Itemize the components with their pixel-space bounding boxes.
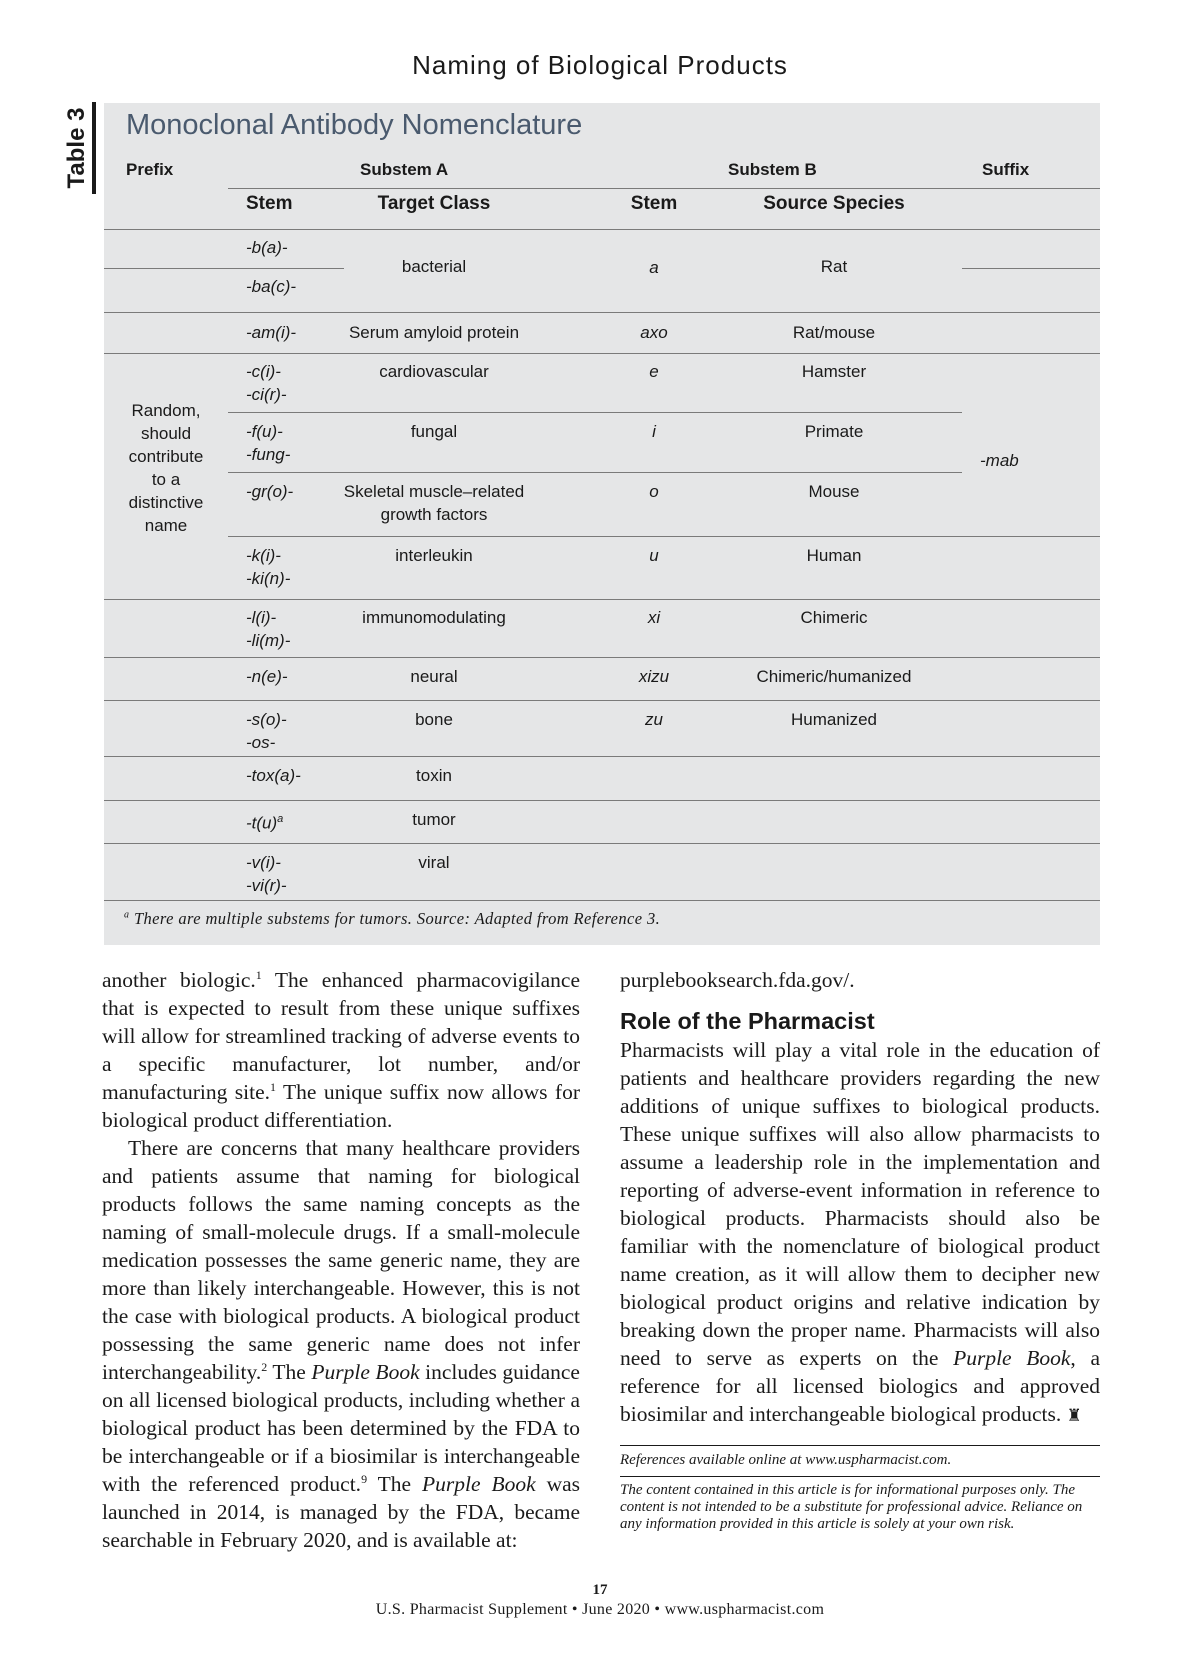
- paragraph: Pharmacists will play a vital role in the education of patients and healthcare providers regarding the new additions of unique suffixes to biological products. These unique suffixes will also allow pharmacists to assume a leadership role in the implementation and reporting of adverse-event information in reference to biological products. Pharmacists should also be familiar with the nomenclature of biological product name creation, as it will allow them to decipher new biological product origins and relative indication by breaking down the proper name. Pharmacists will also need to serve as experts on the Purple Book, a reference for all licensed biologics and approved biosimilar and interchangeable biological products. ♜: [620, 1038, 1100, 1426]
- nomenclature-table: [104, 103, 1100, 945]
- source-species-cell: Rat/mouse: [792, 323, 876, 342]
- substem-a-header: Substem A: [360, 160, 449, 179]
- source-species-cell: Primate: [804, 422, 864, 441]
- substem-b-header: Substem B: [728, 160, 817, 179]
- target-class-cell: neural: [410, 667, 458, 686]
- stem-a-cell: -ci(r)-: [246, 385, 287, 404]
- stem-a-cell: -vi(r)-: [246, 876, 287, 895]
- target-class-cell: fungal: [410, 422, 458, 441]
- stem-a-cell: -k(i)-: [246, 546, 281, 565]
- stem-a-cell: -li(m)-: [246, 631, 291, 650]
- stem-a-cell: -v(i)-: [246, 853, 281, 872]
- stem-a-cell: -gr(o)-: [246, 482, 294, 501]
- target-class-cell: immunomodulating: [362, 608, 506, 627]
- paragraph: another biologic.$^1$ The enhanced pharmacovigilance that is expected to result from these unique suffixes will allow for streamlined tracking of adverse events to a specific manufacturer, lot number, and/or manufacturing site.$^1$ The unique suffix now allows for biological product differentiation.: [102, 967, 580, 1132]
- left-column: [102, 966, 580, 1554]
- stem-a-header: Stem: [246, 193, 293, 214]
- paragraph: There are concerns that many healthcare providers and patients assume that naming for biological products follows the same naming concepts as the naming of small-molecule drugs. If a small-molecule medication possesses the same generic name, they are more than likely interchangeable. However, this is not the case with biological products. A biological product possessing the same generic name does not infer interchangeability.$^2$ The Purple Book includes guidance on all licensed biological products, including whether a biological product has been determined by the FDA to be interchangeable or if a biosimilar is interchangeable with the referenced product.$^9$ The Purple Book was launched in 2014, is managed by the FDA, became searchable in February 2020, and is available at:: [102, 1136, 581, 1552]
- page-footer: U.S. Pharmacist Supplement • June 2020 • www.uspharmacist.com: [375, 1601, 825, 1618]
- target-class-cell: bacterial: [401, 257, 467, 276]
- source-species-cell: Chimeric/humanized: [756, 667, 912, 686]
- source-species-cell: Rat: [820, 257, 848, 276]
- prefix-text: Random, should contribute to a distinctive name: [128, 401, 204, 535]
- source-species-cell: Chimeric: [800, 608, 868, 627]
- target-class-cell: cardiovascular: [379, 362, 489, 381]
- source-species-cell: Hamster: [801, 362, 867, 381]
- target-class-cell: toxin: [416, 766, 452, 785]
- disclaimer: The content contained in this article is for informational purposes only. The content is not intended to be a substitute for professional advice. Reliance on any information provided in this article is solely at your own risk.: [620, 1482, 1083, 1532]
- end-mark-icon: ♜: [1066, 1406, 1082, 1425]
- target-class-cell: Skeletal muscle–related growth factors: [343, 482, 525, 524]
- target-class-cell: interleukin: [395, 546, 473, 565]
- stem-a-cell: -os-: [246, 733, 276, 752]
- stem-a-cell: $-t(u)^a$: [246, 813, 284, 833]
- suffix-header: Suffix: [982, 160, 1030, 179]
- prefix-header: Prefix: [126, 160, 174, 179]
- stem-b-cell: e: [649, 362, 659, 381]
- target-class-cell: Serum amyloid protein: [348, 323, 520, 342]
- running-head: Naming of Biological Products: [412, 50, 788, 80]
- stem-b-cell: zu: [645, 710, 663, 729]
- source-species-cell: Humanized: [791, 710, 877, 729]
- target-class-cell: tumor: [412, 810, 456, 829]
- target-class-header: Target Class: [377, 193, 491, 214]
- suffix-text: -mab: [980, 451, 1019, 470]
- stem-a-cell: -c(i)-: [246, 362, 281, 381]
- source-species-header: Source Species: [763, 193, 905, 214]
- stem-b-header: Stem: [630, 193, 678, 214]
- target-class-cell: viral: [418, 853, 450, 872]
- stem-a-cell: -fung-: [246, 445, 291, 464]
- url-line: purplebooksearch.fda.gov/.: [620, 968, 855, 992]
- stem-b-cell: xizu: [638, 667, 670, 686]
- table-tab: [62, 102, 96, 194]
- section-heading: Role of the Pharmacist: [620, 1008, 875, 1034]
- stem-b-cell: xi: [647, 608, 661, 627]
- stem-a-cell: -s(o)-: [246, 710, 287, 729]
- page-number: 17: [592, 1582, 608, 1598]
- source-species-cell: Human: [806, 546, 862, 565]
- stem-b-cell: a: [649, 258, 659, 277]
- source-species-cell: Mouse: [808, 482, 860, 501]
- table-title: Monoclonal Antibody Nomenclature: [126, 109, 583, 141]
- references-note: References available online at www.uspharmacist.com.: [620, 1452, 952, 1468]
- stem-b-cell: i: [652, 422, 656, 441]
- right-column: [620, 966, 1100, 1430]
- table-tab-label: Table 3: [63, 107, 90, 189]
- stem-b-cell: axo: [640, 323, 668, 342]
- table-footnote: $^a$ There are multiple substems for tumors. Source: Adapted from Reference 3.: [124, 909, 661, 928]
- stem-b-cell: u: [649, 546, 659, 565]
- stem-a-cell: -ki(n)-: [246, 569, 291, 588]
- stem-a-cell: -tox(a)-: [246, 766, 301, 785]
- stem-a-cell: -f(u)-: [246, 422, 283, 441]
- target-class-cell: bone: [415, 710, 453, 729]
- stem-a-cell: -ba(c)-: [246, 277, 297, 296]
- stem-a-cell: -n(e)-: [246, 667, 288, 686]
- stem-a-cell: -b(a)-: [246, 238, 288, 257]
- stem-a-cell: -l(i)-: [246, 608, 277, 627]
- stem-a-cell: -am(i)-: [246, 323, 297, 342]
- stem-b-cell: o: [649, 482, 659, 501]
